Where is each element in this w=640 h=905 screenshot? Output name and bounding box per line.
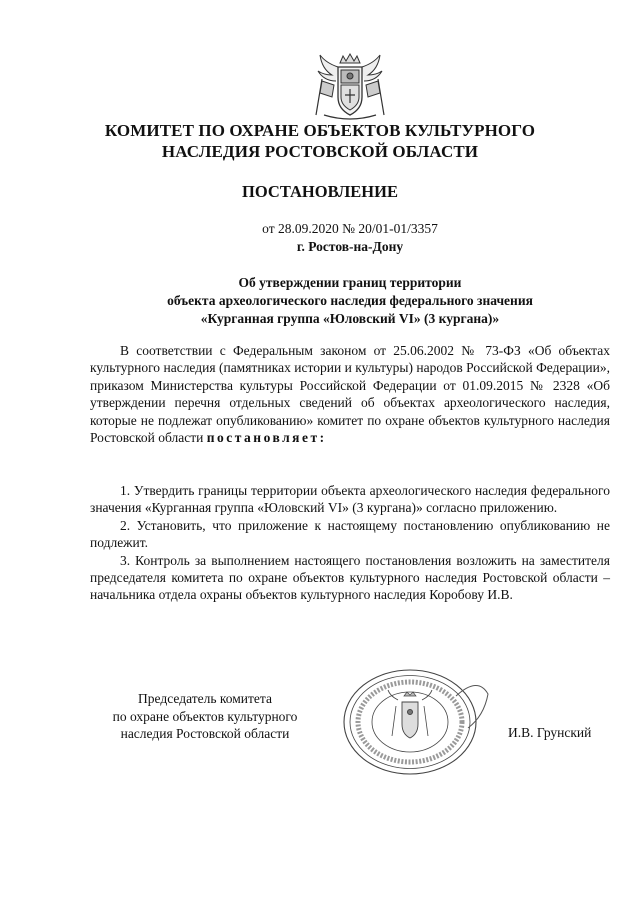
preamble — [90, 342, 610, 446]
document-type: ПОСТАНОВЛЕНИЕ — [242, 182, 398, 201]
coat-of-arms-icon — [312, 53, 388, 123]
decree-item: 3. Контроль за выполнением настоящего постановления возложить на заместителя председателя комитета по охране объектов культурного наследия Ростовской области – начальника отдела охраны объектов культурного наследия Коробову И.В. — [90, 552, 610, 603]
city: г. Ростов-на-Дону — [296, 239, 404, 254]
authority-line-2: НАСЛЕДИЯ РОСТОВСКОЙ ОБЛАСТИ — [161, 142, 479, 161]
subject-line-3: «Курганная группа «Юловский VI» (3 кургана)» — [200, 311, 500, 326]
issuing-authority — [0, 120, 640, 162]
signer-name: И.В. Грунский — [508, 725, 592, 740]
official-seal-icon — [338, 666, 494, 778]
preamble-text: В соответствии с Федеральным законом от 25.06.2002 № 73-ФЗ «Об объектах культурного наследия (памятниках истории и культуры) народов Российской Федерации», приказом Министерства культуры Российской Федерации от 01.09.2015 № 2328 «Об утверждении перечня отдельных сведений об объектах археологического наследия, которые не подлежат опубликованию» комитет по охране объектов культурного наследия Ростовской области — [90, 343, 610, 446]
signer-title-line-2: по охране объектов культурного — [112, 708, 298, 724]
decree-items — [90, 482, 610, 604]
signer-title-line-3: наследия Ростовской области — [120, 726, 290, 741]
preamble-paragraph — [90, 342, 610, 446]
subject-line-1: Об утверждении границ территории — [238, 275, 462, 290]
document-subject — [0, 274, 640, 328]
date-and-number: от 28.09.2020 № 20/01-01/3357 — [262, 221, 438, 236]
signer-title-line-1: Председатель комитета — [138, 691, 272, 706]
authority-line-1: КОМИТЕТ ПО ОХРАНЕ ОБЪЕКТОВ КУЛЬТУРНОГО — [104, 121, 536, 140]
decree-item: 1. Утвердить границы территории объекта археологического наследия федерального значения «Курганная группа «Юловский VI» (3 кургана)» согласно приложению. — [90, 483, 610, 516]
decree-word: постановляет: — [206, 430, 327, 446]
decree-item: 2. Установить, что приложение к настоящему постановлению опубликованию не подлежит. — [90, 517, 610, 551]
signer-title — [90, 690, 320, 743]
subject-line-2: объекта археологического наследия федерального значения — [167, 293, 533, 308]
